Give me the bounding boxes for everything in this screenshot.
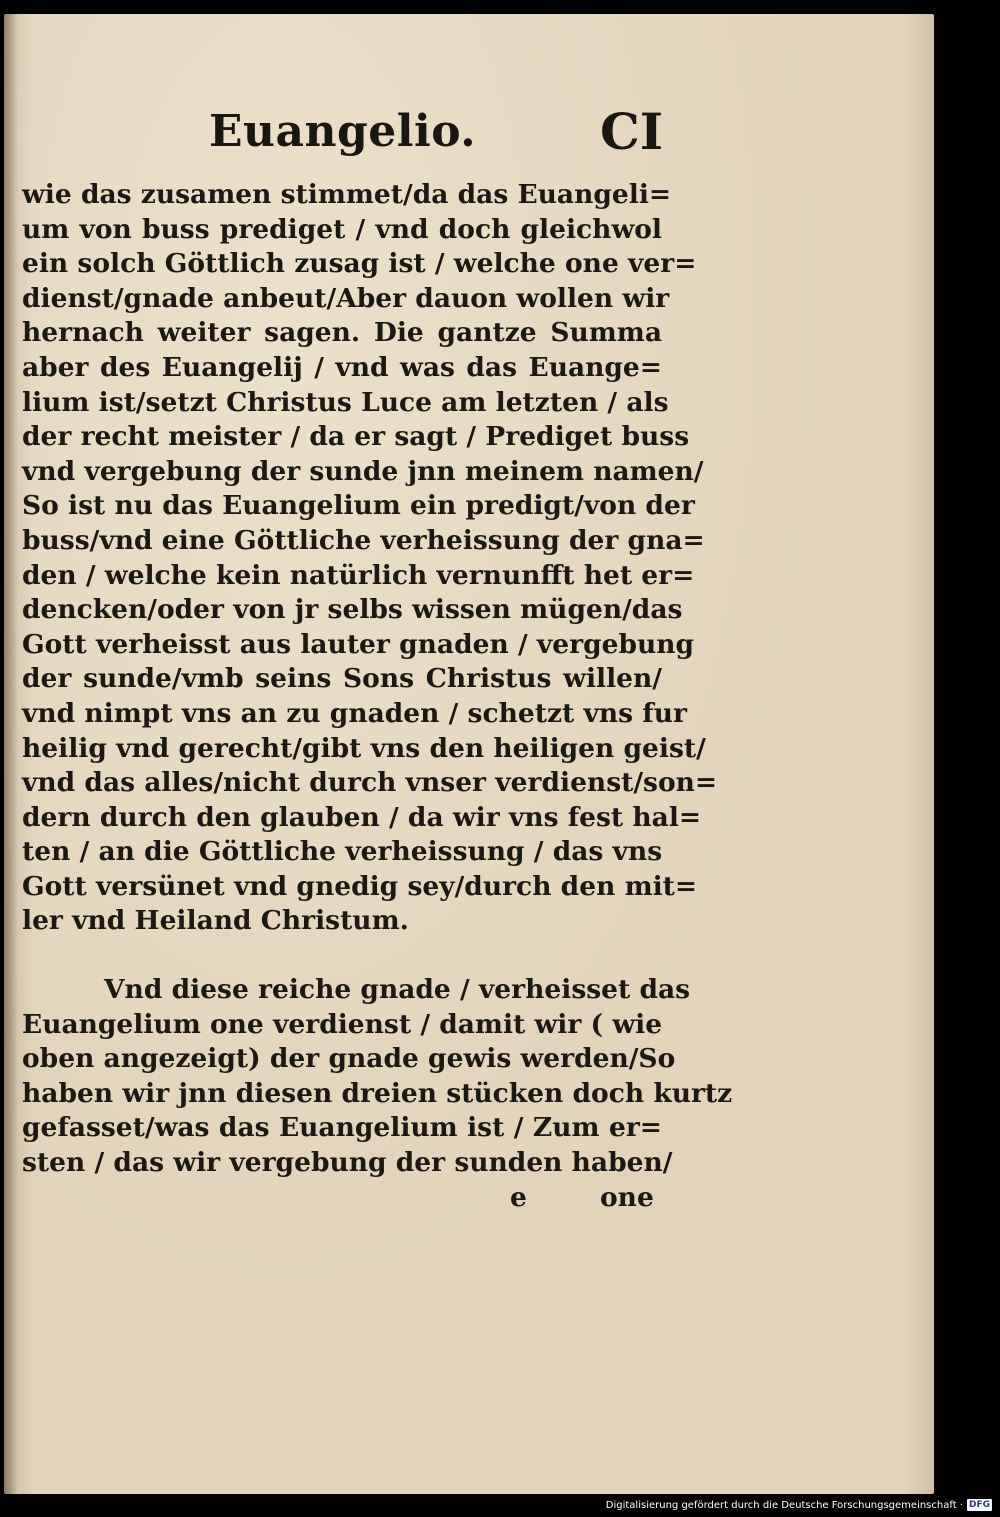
text-line: ein solch Göttlich zusag ist / welche one ver= (22, 248, 697, 280)
signature-mark: e (510, 1181, 527, 1213)
folio-number: CI (600, 102, 664, 161)
paragraph-2 (22, 973, 733, 1181)
text-line: Gott verheisst aus lauter gnaden / vergebung (22, 628, 695, 660)
text-line: ten / an die Göttliche verheissung / das vns (22, 836, 663, 868)
text-line: hernach weiter sagen. Die gantze Summa (22, 317, 662, 349)
text-line: vnd das alles/nicht durch vnser verdienst/son= (22, 767, 718, 799)
text-line: haben wir jnn diesen dreien stücken doch kurtz (22, 1077, 733, 1109)
text-line: den / welche kein natürlich vernunfft het er= (22, 559, 695, 591)
catchword: one (600, 1181, 654, 1213)
paragraph-gap (22, 939, 662, 973)
text-line: sten / das wir vergebung der sunden haben/ (22, 1147, 673, 1179)
text-line: der sunde/vmb seins Sons Christus willen/ (22, 663, 662, 695)
text-line: vnd vergebung der sunde jnn meinem namen/ (22, 455, 704, 487)
text-line: vnd nimpt vns an zu gnaden / schetzt vns fur (22, 697, 687, 729)
text-line: der recht meister / da er sagt / Prediget buss (22, 421, 690, 453)
text-line: um von buss prediget / vnd doch gleichwol (22, 213, 662, 245)
text-line: So ist nu das Euangelium ein predigt/von der (22, 490, 695, 522)
text-line: dern durch den glauben / da wir vns fest hal= (22, 801, 702, 833)
text-line: heilig vnd gerecht/gibt vns den heiligen geist/ (22, 732, 706, 764)
gutter-shadow (4, 14, 18, 1494)
book-page (4, 14, 934, 1494)
text-line: aber des Euangelij / vnd was das Euange= (22, 351, 662, 383)
digitization-footer (606, 1495, 992, 1515)
body-text (22, 178, 733, 1215)
text-line: Vnd diese reiche gnade / verheisset das (104, 974, 691, 1006)
text-line: Gott versünet vnd gnedig sey/durch den mit= (22, 870, 698, 902)
text-line: buss/vnd eine Göttliche verheissung der gna= (22, 524, 705, 556)
text-line: oben angezeigt) der gnade gewis werden/So (22, 1043, 676, 1075)
paragraph-1 (22, 178, 718, 939)
text-line: gefasset/was das Euangelium ist / Zum er= (22, 1112, 662, 1144)
text-line: lium ist/setzt Christus Luce am letzten / als (22, 386, 669, 418)
direction-line (22, 1181, 662, 1216)
text-line: ler vnd Heiland Christum. (22, 905, 409, 937)
dfg-logo: DFG (968, 1500, 990, 1510)
text-line: Euangelium one verdienst / damit wir ( wie (22, 1008, 663, 1040)
text-line: wie das zusamen stimmet/da das Euangeli= (22, 179, 672, 210)
text-line: dencken/oder von jr selbs wissen mügen/das (22, 594, 683, 626)
running-head: Euangelio. (209, 106, 477, 157)
page-header (4, 102, 934, 176)
text-line: dienst/gnade anbeut/Aber dauon wollen wir (22, 282, 670, 314)
funding-credit: Digitalisierung gefördert durch die Deutsche Forschungsgemeinschaft · (605, 1499, 963, 1511)
